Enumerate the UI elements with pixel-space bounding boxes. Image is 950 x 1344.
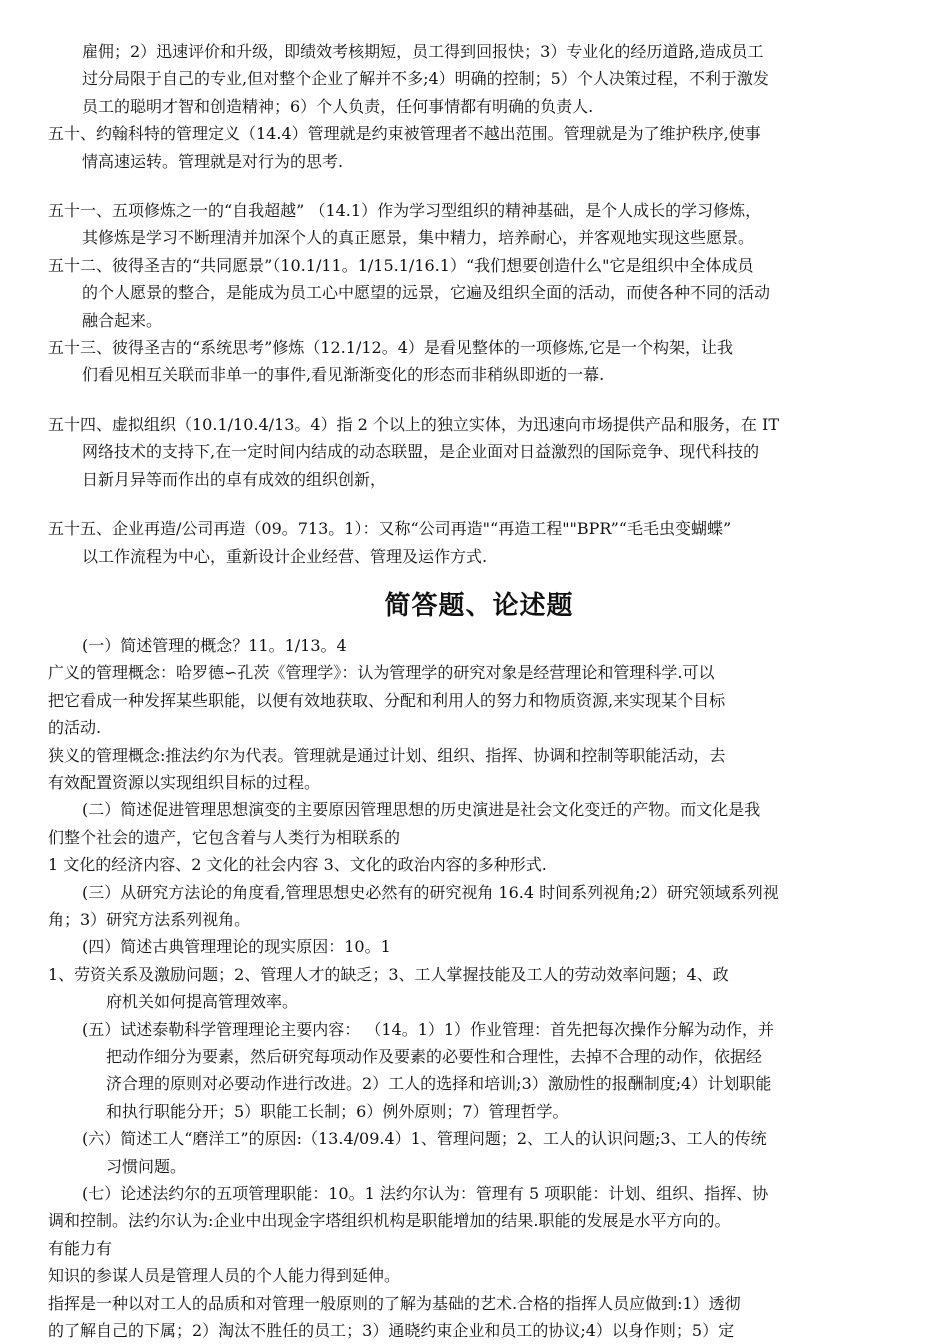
text-line: 广义的管理概念：哈罗德∽孔茨《管理学》：认为管理学的研究对象是经营理论和管理科学.可以: [48, 663, 715, 683]
question-title: (一）简述管理的概念？11。1/13。4: [82, 635, 347, 655]
question-title: (二）简述促进管理思想演变的主要原因管理思想的历史演进是社会文化变迁的产物。而文化是我: [82, 800, 761, 820]
text-line: 角；3）研究方法系列视角。: [48, 909, 251, 929]
text-line: 把动作细分为要素，然后研究每项动作及要素的必要性和合理性，去掉不合理的动作，依据经: [106, 1047, 763, 1066]
item-52: [48, 252, 910, 334]
text-line: 五十五、企业再造/公司再造（09。713。1）：又称“公司再造"“再造工程""BPR”“毛毛虫变蝴蝶”: [48, 519, 732, 539]
question-title: (三）从研究方法论的角度看,管理思想史必然有的研究视角 16.4 时间系列视角;2）研究领域系列视: [82, 882, 779, 902]
text-line: 们看见相互关联而非单一的事件,看见渐渐变化的形态而非稍纵即逝的一幕.: [82, 365, 605, 385]
text-line: 习惯问题。: [106, 1156, 187, 1176]
question-7: [48, 1180, 910, 1344]
text-line: 的个人愿景的整合，是能成为员工心中愿望的远景，它遍及组织全面的活动，而使各种不同的活动: [82, 283, 771, 303]
text-line: 们整个社会的遗产，它包含着与人类行为相联系的: [48, 827, 401, 847]
section-heading: 简答题、论述题: [384, 590, 574, 621]
item-50: [48, 120, 910, 175]
question-5: [48, 1016, 910, 1126]
question-6: [48, 1125, 910, 1180]
item-53: [48, 334, 910, 389]
question-3: [48, 879, 910, 934]
text-line: 融合起来。: [82, 310, 163, 330]
text-line: 指挥是一种以对工人的品质和对管理一般原则的了解为基础的艺术.合格的指挥人员应做到:1）透彻: [48, 1293, 741, 1313]
text-line: 1、劳资关系及激励问题；2、管理人才的缺乏；3、工人掌握技能及工人的劳动效率问题；4、政: [48, 964, 729, 984]
question-2: [48, 796, 910, 878]
text-line: 的了解自己的下属；2）淘汰不胜任的员工；3）通晓约束企业和员工的协议;4）以身作则；5）定: [48, 1321, 735, 1341]
text-line: 调和控制。法约尔认为:企业中出现金字塔组织机构是职能增加的结果.职能的发展是水平方向的。: [48, 1211, 731, 1231]
text-line: 其修炼是学习不断理清并加深个人的真正愿景，集中精力，培养耐心，并客观地实现这些愿景。: [82, 228, 755, 248]
text-line: 狭义的管理概念:推法约尔为代表。管理就是通过计划、组织、指挥、协调和控制等职能活动，去: [48, 745, 726, 765]
continuation-paragraph: [48, 38, 910, 120]
text-line: 过分局限于自己的专业,但对整个企业了解并不多;4）明确的控制；5）个人决策过程，不利于激发: [82, 69, 769, 89]
text-line: 和执行职能分开；5）职能工长制；6）例外原则；7）管理哲学。: [106, 1101, 569, 1121]
text-line: 网络技术的支持下,在一定时间内结成的动态联盟，是企业面对日益激烈的国际竞争、现代科技的: [82, 442, 760, 462]
text-line: 的活动.: [48, 718, 102, 738]
text-line: 五十二、彼得圣吉的“共同愿景”（10.1/11。1/15.1/16.1）“我们想要创造什么"它是组织中全体成员: [48, 255, 754, 275]
text-line: 有能力有: [48, 1238, 113, 1258]
item-54: [48, 411, 910, 493]
text-line: 五十一、五项修炼之一的“自我超越” （14.1）作为学习型组织的精神基础，是个人成长的学习修炼，: [48, 201, 762, 221]
text-line: 情高速运转。管理就是对行为的思考.: [82, 151, 344, 171]
text-line: 把它看成一种发挥某些职能，以便有效地获取、分配和利用人的努力和物质资源,来实现某个目标: [48, 690, 726, 710]
text-line: 济合理的原则对必要动作进行改进。2）工人的选择和培训;3）激励性的报酬制度;4）计划职能: [106, 1074, 772, 1094]
text-line: 五十四、虚拟组织（10.1/10.4/13。4）指 2 个以上的独立实体，为迅速向市场提供产品和服务，在 IT: [48, 414, 780, 434]
text-line: 知识的参谋人员是管理人员的个人能力得到延伸。: [48, 1266, 401, 1286]
question-title: (四）简述古典管理理论的现实原因：10。1: [82, 937, 391, 957]
text-line: 雇佣；2）迅速评价和升级，即绩效考核期短，员工得到回报快；3）专业化的经历道路,造成员工: [82, 42, 764, 61]
text-line: 日新月异等而作出的卓有成效的组织创新，: [82, 469, 387, 489]
item-51: [48, 197, 910, 252]
text-line: 府机关如何提高管理效率。: [106, 992, 299, 1012]
question-title: (五）试述泰勒科学管理理论主要内容： （14。1）1）作业管理：首先把每次操作分解为动作，并: [82, 1019, 775, 1039]
question-4: [48, 933, 910, 1015]
text-line: 以工作流程为中心，重新设计企业经营、管理及运作方式.: [82, 546, 488, 566]
text-line: 有效配置资源以实现组织目标的过程。: [48, 772, 321, 792]
text-line: 五十三、彼得圣吉的“系统思考”修炼（12.1/12。4）是看见整体的一项修炼,它是一个构架，让我: [48, 338, 734, 358]
question-title: (七）论述法约尔的五项管理职能：10。1 法约尔认为：管理有 5 项职能：计划、组织、指挥、协: [82, 1184, 769, 1204]
text-line: 五十、约翰科特的管理定义（14.4）管理就是约束被管理者不越出范围。管理就是为了维护秩序,使事: [48, 124, 761, 144]
text-line: 1 文化的经济内容、2 文化的社会内容 3、文化的政治内容的多种形式.: [48, 855, 547, 875]
text-line: 员工的聪明才智和创造精神；6）个人负责，任何事情都有明确的负责人.: [82, 96, 594, 116]
question-1: [48, 632, 910, 796]
item-55: [48, 515, 910, 570]
question-title: (六）简述工人“磨洋工”的原因:（13.4/09.4）1、管理问题；2、工人的认识问题;3、工人的传统: [82, 1129, 767, 1149]
